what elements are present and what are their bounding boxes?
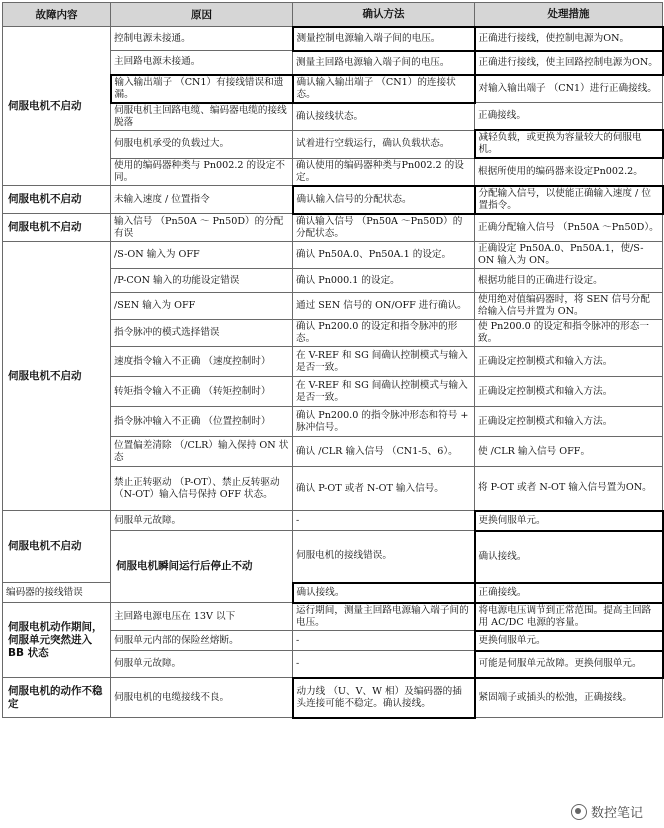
cause-cell: 伺服电机的电缆接线不良。	[111, 678, 293, 718]
action-cell: 正确分配输入信号 （Pn50A ～Pn50D）。	[475, 214, 663, 242]
fault-cell: 伺服电机不启动	[3, 511, 111, 583]
action-cell: 使 Pn200.0 的设定和指令脉冲的形态一致。	[475, 320, 663, 347]
cause-cell: 伺服单元内部的保险丝熔断。	[111, 631, 293, 651]
check-cell: 测量主回路电源输入端子间的电压。	[293, 51, 475, 75]
table-row	[3, 603, 663, 631]
troubleshooting-table-container	[2, 2, 662, 719]
check-cell: -	[293, 631, 475, 651]
check-cell: 确认接线。	[475, 531, 663, 583]
action-cell: 正确接线。	[475, 583, 663, 603]
cause-cell: /S-ON 输入为 OFF	[111, 242, 293, 269]
cause-cell: /P-CON 输入的功能设定错误	[111, 269, 293, 293]
check-cell: 确认 P-OT 或者 N-OT 输入信号。	[293, 467, 475, 511]
cause-cell: 转矩指令输入不正确 （转矩控制时）	[111, 377, 293, 407]
check-cell: -	[293, 651, 475, 678]
action-cell: 可能是伺服单元故障。更换伺服单元。	[475, 651, 663, 678]
table-header-row	[3, 3, 663, 27]
cause-cell: 使用的编码器种类与 Pn002.2 的设定不同。	[111, 158, 293, 186]
action-cell: 正确接线。	[475, 103, 663, 131]
check-cell: 在 V-REF 和 SG 间确认控制模式与输入是否一致。	[293, 377, 475, 407]
cause-cell: 伺服电机主回路电缆、编码器电缆的接线脱落	[111, 103, 293, 131]
check-cell: 确认输入信号的分配状态。	[293, 186, 475, 214]
cause-cell: 主回路电源未接通。	[111, 51, 293, 75]
table-row	[3, 511, 663, 531]
cause-cell: 输入输出端子 （CN1）有接线错误和遗漏。	[111, 75, 293, 103]
cause-cell: 速度指令输入不正确 （速度控制时）	[111, 347, 293, 377]
cause-cell: 主回路电源电压在 13V 以下	[111, 603, 293, 631]
action-cell: 减轻负载，或更换为容量较大的伺服电机。	[475, 130, 663, 158]
table-body	[3, 27, 663, 718]
action-cell: 使用绝对值编码器时，将 SEN 信号分配给输入信号并置为 ON。	[475, 293, 663, 320]
check-cell: 在 V-REF 和 SG 间确认控制模式与输入是否一致。	[293, 347, 475, 377]
action-cell: 根据功能目的正确进行设定。	[475, 269, 663, 293]
cause-cell: 禁止正转驱动 （P-OT）、禁止反转驱动 （N-OT）输入信号保持 OFF 状态。	[111, 467, 293, 511]
table-row	[3, 678, 663, 718]
action-cell: 更换伺服单元。	[475, 631, 663, 651]
cause-cell: 伺服单元故障。	[111, 651, 293, 678]
table-row	[3, 27, 663, 51]
check-cell: 确认 Pn200.0 的设定和指令脉冲的形态。	[293, 320, 475, 347]
check-cell: 确认 Pn50A.0、Pn50A.1 的设定。	[293, 242, 475, 269]
header-fault: 故障内容	[3, 3, 111, 27]
cause-cell: 指令脉冲输入不正确 （位置控制时）	[111, 407, 293, 437]
wechat-icon	[571, 804, 587, 820]
action-cell: 根据所使用的编码器来设定Pn002.2。	[475, 158, 663, 186]
fault-cell: 伺服电机瞬间运行后停止不动	[111, 531, 293, 603]
check-cell: 试着进行空载运行，确认负载状态。	[293, 130, 475, 158]
cause-cell: 指令脉冲的模式选择错误	[111, 320, 293, 347]
check-cell: 动力线 （U、V、W 相）及编码器的插头连接可能不稳定。确认接线。	[293, 678, 475, 718]
cause-cell: 位置偏差清除 （/CLR）输入保持 ON 状态	[111, 437, 293, 467]
action-cell: 将 P-OT 或者 N-OT 输入信号置为ON。	[475, 467, 663, 511]
cause-cell: 编码器的接线错误	[3, 583, 111, 603]
table-row	[3, 186, 663, 214]
action-cell: 正确设定控制模式和输入方法。	[475, 407, 663, 437]
watermark-text: 数控笔记	[590, 806, 643, 821]
action-cell: 紧固端子或插头的松弛，正确接线。	[475, 678, 663, 718]
check-cell: 确认输入信号 （Pn50A ～Pn50D）的分配状态。	[293, 214, 475, 242]
troubleshooting-table	[2, 2, 664, 719]
action-cell: 将电源电压调节到正常范围。提高主回路用 AC/DC 电源的容量。	[475, 603, 663, 631]
header-cause: 原因	[111, 3, 293, 27]
check-cell: 通过 SEN 信号的 ON/OFF 进行确认。	[293, 293, 475, 320]
action-cell: 正确设定控制模式和输入方法。	[475, 377, 663, 407]
table-row	[3, 214, 663, 242]
cause-cell: 控制电源未接通。	[111, 27, 293, 51]
action-cell: 更换伺服单元。	[475, 511, 663, 531]
fault-cell: 伺服电机不启动	[3, 186, 111, 214]
check-cell: -	[293, 511, 475, 531]
cause-cell: 伺服电机的接线错误。	[293, 531, 475, 583]
check-cell: 测量控制电源输入端子间的电压。	[293, 27, 475, 51]
cause-cell: 输入信号 （Pn50A ～ Pn50D）的分配有误	[111, 214, 293, 242]
action-cell: 对输入输出端子 （CN1）进行正确接线。	[475, 75, 663, 103]
cause-cell: /SEN 输入为 OFF	[111, 293, 293, 320]
action-cell: 分配输入信号，以使能正确输入速度 / 位置指令。	[475, 186, 663, 214]
action-cell: 正确设定控制模式和输入方法。	[475, 347, 663, 377]
action-cell: 正确进行接线，使主回路控制电源为ON。	[475, 51, 663, 75]
check-cell: 运行期间，测量主回路电源输入端子间的电压。	[293, 603, 475, 631]
action-cell: 使 /CLR 输入信号 OFF。	[475, 437, 663, 467]
cause-cell: 伺服单元故障。	[111, 511, 293, 531]
header-action: 处理措施	[475, 3, 663, 27]
fault-cell: 伺服电机不启动	[3, 214, 111, 242]
action-cell: 正确设定 Pn50A.0、Pn50A.1，使/S-ON 输入为 ON。	[475, 242, 663, 269]
check-cell: 确认 Pn200.0 的指令脉冲形态和符号 + 脉冲信号。	[293, 407, 475, 437]
check-cell: 确认 /CLR 输入信号 （CN1-5、6）。	[293, 437, 475, 467]
fault-cell: 伺服电机不启动	[3, 242, 111, 511]
check-cell: 确认接线状态。	[293, 103, 475, 131]
cause-cell: 伺服电机承受的负载过大。	[111, 130, 293, 158]
table-row	[3, 242, 663, 269]
cause-cell: 未输入速度 / 位置指令	[111, 186, 293, 214]
header-check: 确认方法	[293, 3, 475, 27]
table-row	[3, 583, 663, 603]
action-cell: 正确进行接线，使控制电源为ON。	[475, 27, 663, 51]
watermark	[568, 801, 646, 822]
fault-cell: 伺服电机不启动	[3, 27, 111, 186]
check-cell: 确认使用的编码器种类与Pn002.2 的设定。	[293, 158, 475, 186]
check-cell: 确认 Pn000.1 的设定。	[293, 269, 475, 293]
check-cell: 确认接线。	[293, 583, 475, 603]
fault-cell: 伺服电机动作期间，伺服单元突然进入 BB 状态	[3, 603, 111, 678]
check-cell: 确认输入输出端子 （CN1）的连接状态。	[293, 75, 475, 103]
fault-cell: 伺服电机的动作不稳定	[3, 678, 111, 718]
